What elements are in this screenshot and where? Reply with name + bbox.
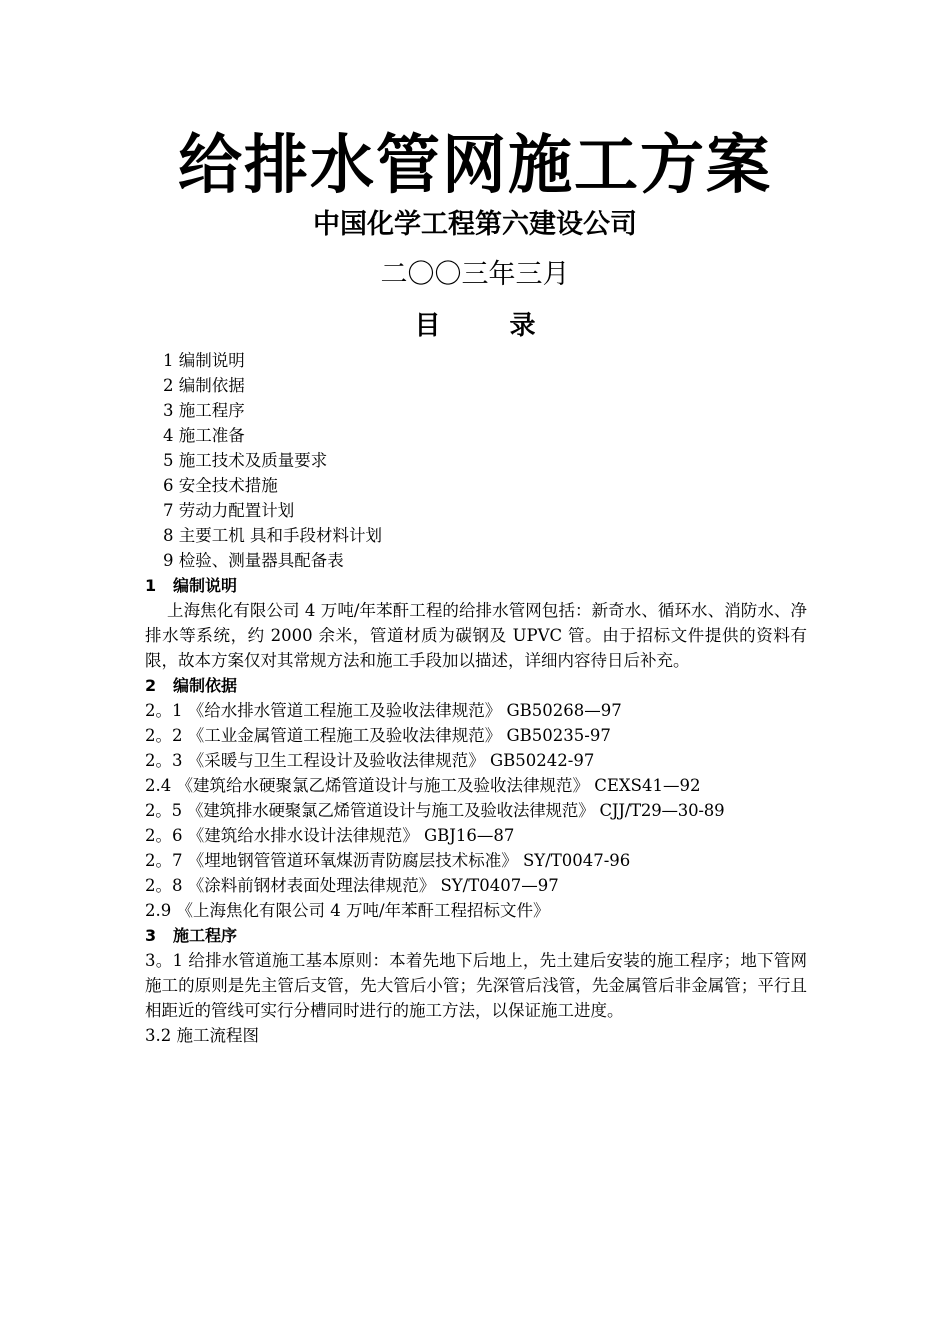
- reference-item: 2。2 《工业金属管道工程施工及验收法律规范》 GB50235-97: [145, 726, 611, 745]
- document-title: 给排水管网施工方案: [178, 129, 772, 203]
- reference-item: 2。8 《涂料前钢材表面处理法律规范》 SY/T0407—97: [145, 876, 559, 895]
- reference-item: 2.4 《建筑给水硬聚氯乙烯管道设计与施工及验收法律规范》 CEXS41—92: [145, 776, 701, 795]
- section-number: 3: [145, 926, 157, 945]
- reference-item: 2.9 《上海焦化有限公司 4 万吨/年苯酐工程招标文件》: [145, 901, 550, 920]
- toc-item: 2 编制依据: [163, 376, 245, 395]
- section-paragraph: 3。1 给排水管道施工基本原则：本着先地下后地上，先土建后安装的施工程序；地下管网施工的原则是先主管后支管，先大管后小管；先深管后浅管，先金属管后非金属管；平行且相距近的管线可实行分槽同时进行的施工方法，以保证施工进度。: [145, 951, 807, 1020]
- toc-item: 4 施工准备: [163, 426, 245, 445]
- reference-item: 2。7 《埋地钢管管道环氧煤沥青防腐层技术标准》 SY/T0047-96: [145, 851, 631, 870]
- document-date: 二〇〇三年三月: [380, 259, 570, 290]
- reference-item: 2。6 《建筑给水排水设计法律规范》 GBJ16—87: [145, 826, 515, 845]
- toc-title: 目 录: [414, 311, 566, 341]
- reference-item: 2。5 《建筑排水硬聚氯乙烯管道设计与施工及验收法律规范》 CJJ/T29—30-89: [145, 801, 725, 820]
- section-number: 2: [145, 676, 157, 695]
- reference-item: 2。1 《给水排水管道工程施工及验收法律规范》 GB50268—97: [145, 701, 622, 720]
- subsection-heading: 3.2 施工流程图: [145, 1026, 259, 1045]
- toc-item: 3 施工程序: [163, 401, 245, 420]
- section-heading: [145, 923, 807, 948]
- company-name: 中国化学工程第六建设公司: [313, 209, 637, 240]
- section-heading: [145, 573, 807, 598]
- toc-item: 6 安全技术措施: [163, 476, 278, 495]
- section-number: 1: [145, 576, 157, 595]
- toc-item: 8 主要工机 具和手段材料计划: [163, 526, 382, 545]
- toc-item: 5 施工技术及质量要求: [163, 451, 328, 470]
- reference-item: 2。3 《采暖与卫生工程设计及验收法律规范》 GB50242-97: [145, 751, 595, 770]
- toc-item: 1 编制说明: [163, 351, 245, 370]
- toc-item: 9 检验、测量器具配备表: [163, 551, 344, 570]
- section-title: 编制依据: [173, 676, 238, 695]
- section-paragraph: 上海焦化有限公司 4 万吨/年苯酐工程的给排水管网包括：新奇水、循环水、消防水、净排水等系统，约 2000 余米，管道材质为碳钢及 UPVC 管。由于招标文件提供的资料有限，故本方案仅对其常规方法和施工手段加以描述，详细内容待日后补充。: [145, 601, 807, 670]
- section-title: 施工程序: [173, 926, 238, 945]
- toc-item: 7 劳动力配置计划: [163, 501, 295, 520]
- table-of-contents: [163, 348, 382, 573]
- document-body: [145, 573, 807, 1048]
- section-heading: [145, 673, 807, 698]
- section-title: 编制说明: [173, 576, 238, 595]
